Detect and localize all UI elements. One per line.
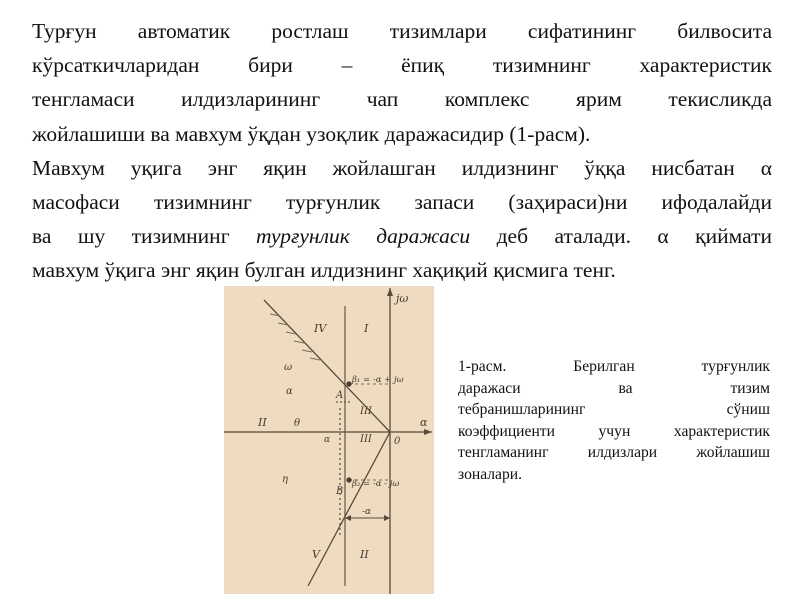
caption-line: тебранишларининг сўниш	[458, 401, 770, 419]
caption-line: коэффициенти учун характеристик	[458, 422, 770, 440]
arrow-up-icon	[387, 288, 393, 296]
paragraph-line	[32, 219, 772, 253]
sector-line-lower	[308, 432, 390, 586]
zone-label: V	[312, 548, 320, 561]
paragraph-line: мавхум ўқига энг яқин булган илдизнинг хақиқий қисмига тенг.	[32, 258, 616, 283]
zone-symbol: η	[282, 474, 288, 485]
zone-label: II	[258, 416, 267, 429]
root-zones-diagram	[224, 286, 434, 594]
paragraph-line: кўрсаткичларидан бири – ёпиқ тизимнинг характеристик	[32, 53, 772, 78]
real-axis-label: α	[420, 416, 428, 429]
zone-label: III	[360, 406, 372, 417]
paragraph-line: тенгламаси илдизларининг чап комплекс ярим текисликда	[32, 87, 772, 112]
paragraph-line: Турғун автоматик ростлаш тизимлари сифатининг билвосита	[32, 19, 772, 43]
point-label: A	[336, 390, 344, 401]
zone-label: I	[364, 322, 369, 335]
paragraph-line-start: ва шу тизимнинг	[32, 224, 256, 249]
caption-line: зоналари.	[458, 465, 523, 483]
paragraph-line: жойлашиши ва мавхум ўқдан узоқлик даражасидир (1-расм).	[32, 121, 591, 146]
zone-symbol: α	[286, 386, 293, 397]
paragraph-line: Мавхум уқига энг яқин жойлашган илдизнинг ўққа нисбатан α	[32, 155, 772, 180]
root-label-lower: β₂ = -α - jω	[352, 479, 400, 489]
point-label: B	[336, 486, 344, 497]
zone-symbol: θ	[294, 418, 301, 429]
caption-line: 1-расм. Берилган турғунлик	[458, 358, 770, 375]
paragraph-line: масофаси тизимнинг турғунлик запаси (заҳираси)ни ифодалайди	[32, 190, 772, 215]
hatching-upper	[270, 314, 320, 360]
figure-caption	[458, 356, 770, 486]
zone-label: III	[360, 434, 372, 445]
arrow-right-icon	[384, 515, 390, 521]
caption-line: даражаси ва тизим	[458, 379, 770, 397]
origin-label: 0	[394, 436, 401, 447]
zone-symbol: α	[324, 435, 331, 445]
zone-label: IV	[314, 322, 327, 335]
arrow-right-icon	[424, 429, 432, 435]
distance-label: -α	[362, 507, 372, 517]
zone-label: II	[360, 548, 369, 561]
caption-line: тенгламанинг илдизлари жойлашиш	[458, 444, 770, 462]
imaginary-axis-label: jω	[396, 292, 409, 305]
emphasized-term: турғунлик даражаси	[255, 224, 471, 249]
root-zones-figure	[224, 286, 434, 594]
point-label: ω	[284, 362, 293, 373]
paragraph-line-end: деб аталади. α қиймати	[470, 224, 772, 249]
root-label-upper: β₁ = -α + jω	[352, 375, 404, 385]
body-paragraph	[32, 14, 772, 288]
